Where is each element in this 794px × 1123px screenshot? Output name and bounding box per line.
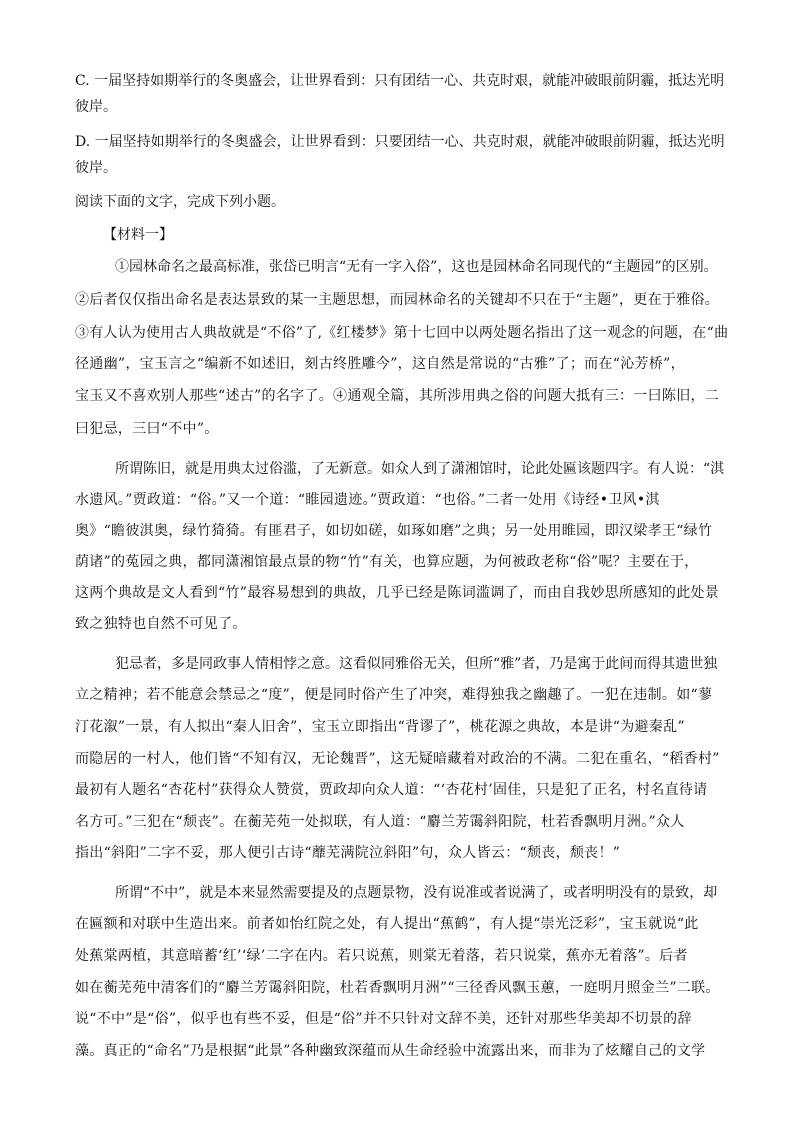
paragraph3-line: 指出“斜阳”二字不妥，那人便引古诗“蘼芜满院泣斜阳”句，众人皆云：“颓丧，颓丧！” — [75, 845, 621, 861]
paragraph4-line: 在匾额和对联中生造出来。前者如怡红院之处，有人提出“蕉鹤”，有人提“崇光泛彩”，宝玉就说“此 — [75, 916, 699, 932]
paragraph1-line: ②后者仅仅指出命名是表达景致的某一主题思想，而园林命名的关键却不只在于“主题”，更在于雅俗。 — [75, 292, 720, 308]
paragraph4-line: 处蕉棠两植，其意暗蓄‘红’‘绿’二字在内。若只说蕉，则棠无着落，若只说棠，蕉亦无着落”。后者 — [75, 948, 688, 964]
option-d-line-1: D. 一届坚持如期举行的冬奥盛会，让世界看到：只要团结一心、共克时艰，就能冲破眼前阴霾，抵达光明 — [75, 134, 725, 150]
paragraph4-line: 藻。真正的“命名”乃是根据“此景”各种幽致深蕴而从生命经验中流露出来，而非为了炫耀自己的文学 — [75, 1043, 706, 1059]
reading-instruction: 阅读下面的文字，完成下列小题。 — [75, 194, 285, 210]
paragraph1-line: ①园林命名之最高标准，张岱已明言“无有一字入俗”，这也是园林命名同现代的“主题园”的区别。 — [115, 259, 718, 275]
paragraph4-line: 如在蘅芜苑中清客们的“麝兰芳霭斜阳院，杜若香飘明月洲”“三径香风飘玉蕙，一庭明月照金兰”二联。 — [75, 980, 720, 996]
paragraph4-line: 说“不中”是“俗”，似乎也有些不妥，但是“俗”并不只针对文辞不美，还针对那些华美却不切景的辞 — [75, 1011, 692, 1027]
paragraph4-line: 所谓“不中”，就是本来显然需要提及的点题景物，没有说准或者说满了，或者明明没有的景致，却 — [115, 885, 718, 901]
paragraph3-line: 名方可。”三犯在“颓丧”。在蘅芜苑一处拟联，有人道：“麝兰芳霭斜阳院，杜若香飘明月洲。”众人 — [75, 814, 685, 830]
paragraph3-line: 而隐居的一村人，他们皆“不知有汉，无论魏晋”，这无疑暗藏着对政治的不满。二犯在重名，“稻香村” — [75, 751, 720, 767]
paragraph2-line: 致之独特也自然不可见了。 — [75, 616, 247, 632]
material-label: 【材料一】 — [103, 227, 173, 243]
paragraph3-line: 立之精神；若不能意会禁忌之“度”，便是同时俗产生了冲突，难得独我之幽趣了。一犯在违制。如“蓼 — [75, 687, 713, 703]
paragraph2-line: 奥》“瞻彼淇奥，绿竹猗猗。有匪君子，如切如磋，如琢如磨”之典；另一处用睢园，即汉梁孝王“绿竹 — [75, 523, 713, 539]
paragraph2-line: 这两个典故是文人看到“竹”最容易想到的典故，几乎已经是陈词滥调了，而由自我妙思所感知的此处景 — [75, 585, 720, 601]
paragraph2-line: 水遗风。”贾政道：“俗。”又一个道：“睢园遗迹。”贾政道：“也俗。”二者一处用《诗经•卫风•淇 — [75, 492, 660, 508]
paragraph2-line: 荫诸”的菟园之典，都同潇湘馆最点景的物“竹”有关，也算应题，为何被政老称“俗”呢？主要在于， — [75, 554, 699, 570]
option-d-line-2: 彼岸。 — [75, 160, 117, 176]
paragraph2-line: 所谓陈旧，就是用典太过俗滥，了无新意。如众人到了潇湘馆时，论此处匾该题四字。有人说：“淇 — [115, 461, 725, 477]
paragraph1-line: 径通幽”，宝玉言之“编新不如述旧，刻古终胜雕今”，这自然是常说的“古雅”了；而在“沁芳桥”， — [75, 356, 685, 372]
paragraph1-line: 曰犯忌，三曰“不中”。 — [75, 421, 219, 437]
option-c-line-1: C. 一届坚持如期举行的冬奥盛会，让世界看到：只有团结一心、共克时艰，就能冲破眼前阴霾，抵达光明 — [75, 73, 725, 89]
paragraph1-line: 宝玉又不喜欢别人那些“述古”的名字了。④通观全篇，其所涉用典之俗的问题大抵有三：一曰陈旧，二 — [75, 388, 720, 404]
paragraph1-line: ③有人认为使用古人典故就是“不俗”了,《红楼梦》第十七回中以两处题名指出了这一观念的问题，在“曲 — [75, 325, 729, 341]
option-c-line-2: 彼岸。 — [75, 99, 117, 115]
paragraph3-line: 最初有人题名“杏花村”获得众人赞赏，贾政却向众人道：“‘杏花村’固佳，只是犯了正名，村名直待请 — [75, 782, 708, 798]
paragraph3-line: 汀花溆”一景，有人拟出“秦人旧舍”，宝玉立即指出“背谬了”，桃花源之典故，本是讲“为避秦乱” — [75, 719, 685, 735]
paragraph3-line: 犯忌者，多是同政事人情相悖之意。这看似同雅俗无关，但所“雅”者，乃是寓于此间而得其遗世独 — [115, 656, 718, 672]
